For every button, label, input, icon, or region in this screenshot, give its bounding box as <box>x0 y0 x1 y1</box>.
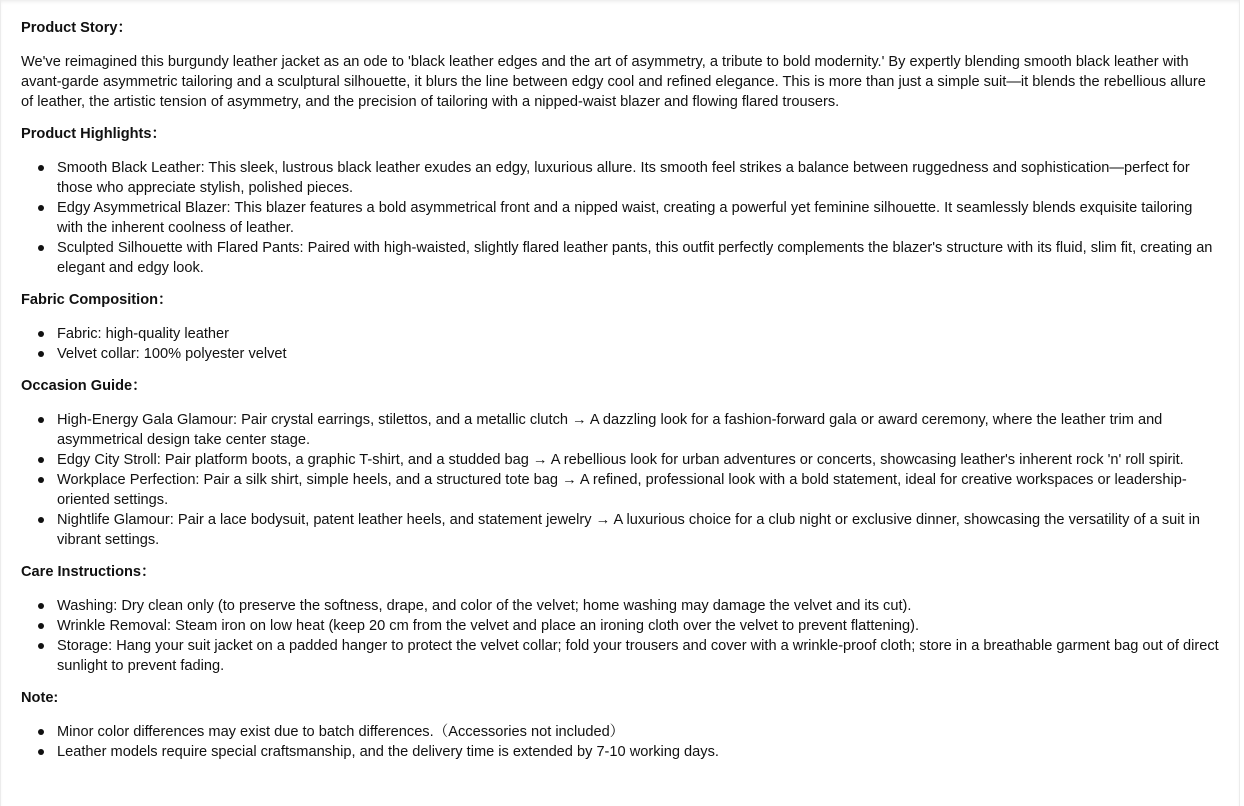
section-title-fabric-composition: Fabric Composition： <box>21 292 173 308</box>
bullet-icon <box>38 165 44 171</box>
list-item <box>57 410 1219 450</box>
section-title-note: Note: <box>21 690 59 706</box>
bullet-icon <box>38 643 44 649</box>
list-item <box>57 510 1219 550</box>
bullet-icon <box>38 331 44 337</box>
section-title-occasion-guide: Occasion Guide： <box>21 378 147 394</box>
list-item-text: Workplace Perfection: Pair a silk shirt, simple heels, and a structured tote bag → A refined, professional look with a bold statement, ideal for creative workspaces or leadership-oriented settings. <box>57 472 1187 508</box>
list-item <box>57 470 1219 510</box>
list-item <box>57 596 1219 616</box>
list-item <box>57 616 1219 636</box>
list-item <box>57 636 1219 676</box>
list-item <box>57 722 1219 742</box>
list-item-text: Edgy City Stroll: Pair platform boots, a graphic T-shirt, and a studded bag → A rebellious look for urban adventures or concerts, showcasing leather's inherent rock 'n' roll spirit. <box>57 452 1184 468</box>
list-item-text: Fabric: high-quality leather <box>57 326 229 342</box>
care-list <box>21 596 1219 676</box>
list-item-text: Wrinkle Removal: Steam iron on low heat (keep 20 cm from the velvet and place an ironing cloth over the velvet to prevent flattening). <box>57 618 920 634</box>
list-item <box>57 158 1219 198</box>
list-item <box>57 344 1219 364</box>
list-item-text: Minor color differences may exist due to batch differences.（Accessories not included） <box>57 724 625 740</box>
bullet-icon <box>38 205 44 211</box>
list-item <box>57 450 1219 470</box>
bullet-icon <box>38 623 44 629</box>
section-title-product-story: Product Story： <box>21 20 133 36</box>
list-item-text: Velvet collar: 100% polyester velvet <box>57 346 287 362</box>
list-item <box>57 742 1219 762</box>
list-item-text: Smooth Black Leather: This sleek, lustrous black leather exudes an edgy, luxurious allure. Its smooth feel strikes a balance between ruggedness and sophistication—perfect for those who appreciate stylish, polished pieces. <box>57 160 1190 196</box>
section-title-care-instructions: Care Instructions： <box>21 564 156 580</box>
list-item-text: Leather models require special craftsmanship, and the delivery time is extended by 7-10 working days. <box>57 744 719 760</box>
list-item <box>57 238 1219 278</box>
occasion-list <box>21 410 1219 550</box>
bullet-icon <box>38 477 44 483</box>
list-item-text: High-Energy Gala Glamour: Pair crystal earrings, stilettos, and a metallic clutch → A dazzling look for a fashion-forward gala or award ceremony, where the leather trim and asymmetrical design take center stage. <box>57 412 1163 448</box>
list-item-text: Nightlife Glamour: Pair a lace bodysuit, patent leather heels, and statement jewelry → A luxurious choice for a club night or exclusive dinner, showcasing the versatility of a suit in vibrant settings. <box>57 512 1200 548</box>
bullet-icon <box>38 351 44 357</box>
bullet-icon <box>38 729 44 735</box>
list-item <box>57 198 1219 238</box>
bullet-icon <box>38 417 44 423</box>
bullet-icon <box>38 245 44 251</box>
product-story-text: We've reimagined this burgundy leather jacket as an ode to 'black leather edges and the art of asymmetry, a tribute to bold modernity.' By expertly blending smooth black leather with avant-garde asymmetric tailoring and a sculptural silhouette, it blurs the line between edgy cool and refined elegance. This is more than just a simple suit—it blends the rebellious allure of leather, the artistic tension of asymmetry, and the precision of tailoring with a nipped-waist blazer and flowing flared trousers. <box>21 54 1206 110</box>
list-item-text: Storage: Hang your suit jacket on a padded hanger to protect the velvet collar; fold your trousers and cover with a wrinkle-proof cloth; store in a breathable garment bag out of direct sunlight to prevent fading. <box>57 638 1219 674</box>
note-list <box>21 722 1219 762</box>
bullet-icon <box>38 517 44 523</box>
bullet-icon <box>38 603 44 609</box>
list-item-text: Washing: Dry clean only (to preserve the softness, drape, and color of the velvet; home washing may damage the velvet and its cut). <box>57 598 912 614</box>
bullet-icon <box>38 749 44 755</box>
bullet-icon <box>38 457 44 463</box>
highlights-list <box>21 158 1219 278</box>
list-item <box>57 324 1219 344</box>
section-title-product-highlights: Product Highlights： <box>21 126 167 142</box>
list-item-text: Edgy Asymmetrical Blazer: This blazer features a bold asymmetrical front and a nipped waist, creating a powerful yet feminine silhouette. It seamlessly blends exquisite tailoring with the inherent coolness of leather. <box>57 200 1193 236</box>
list-item-text: Sculpted Silhouette with Flared Pants: Paired with high-waisted, slightly flared leather pants, this outfit perfectly complements the blazer's structure with its fluid, slim fit, creating an elegant and edgy look. <box>57 240 1213 276</box>
fabric-list <box>21 324 1219 364</box>
